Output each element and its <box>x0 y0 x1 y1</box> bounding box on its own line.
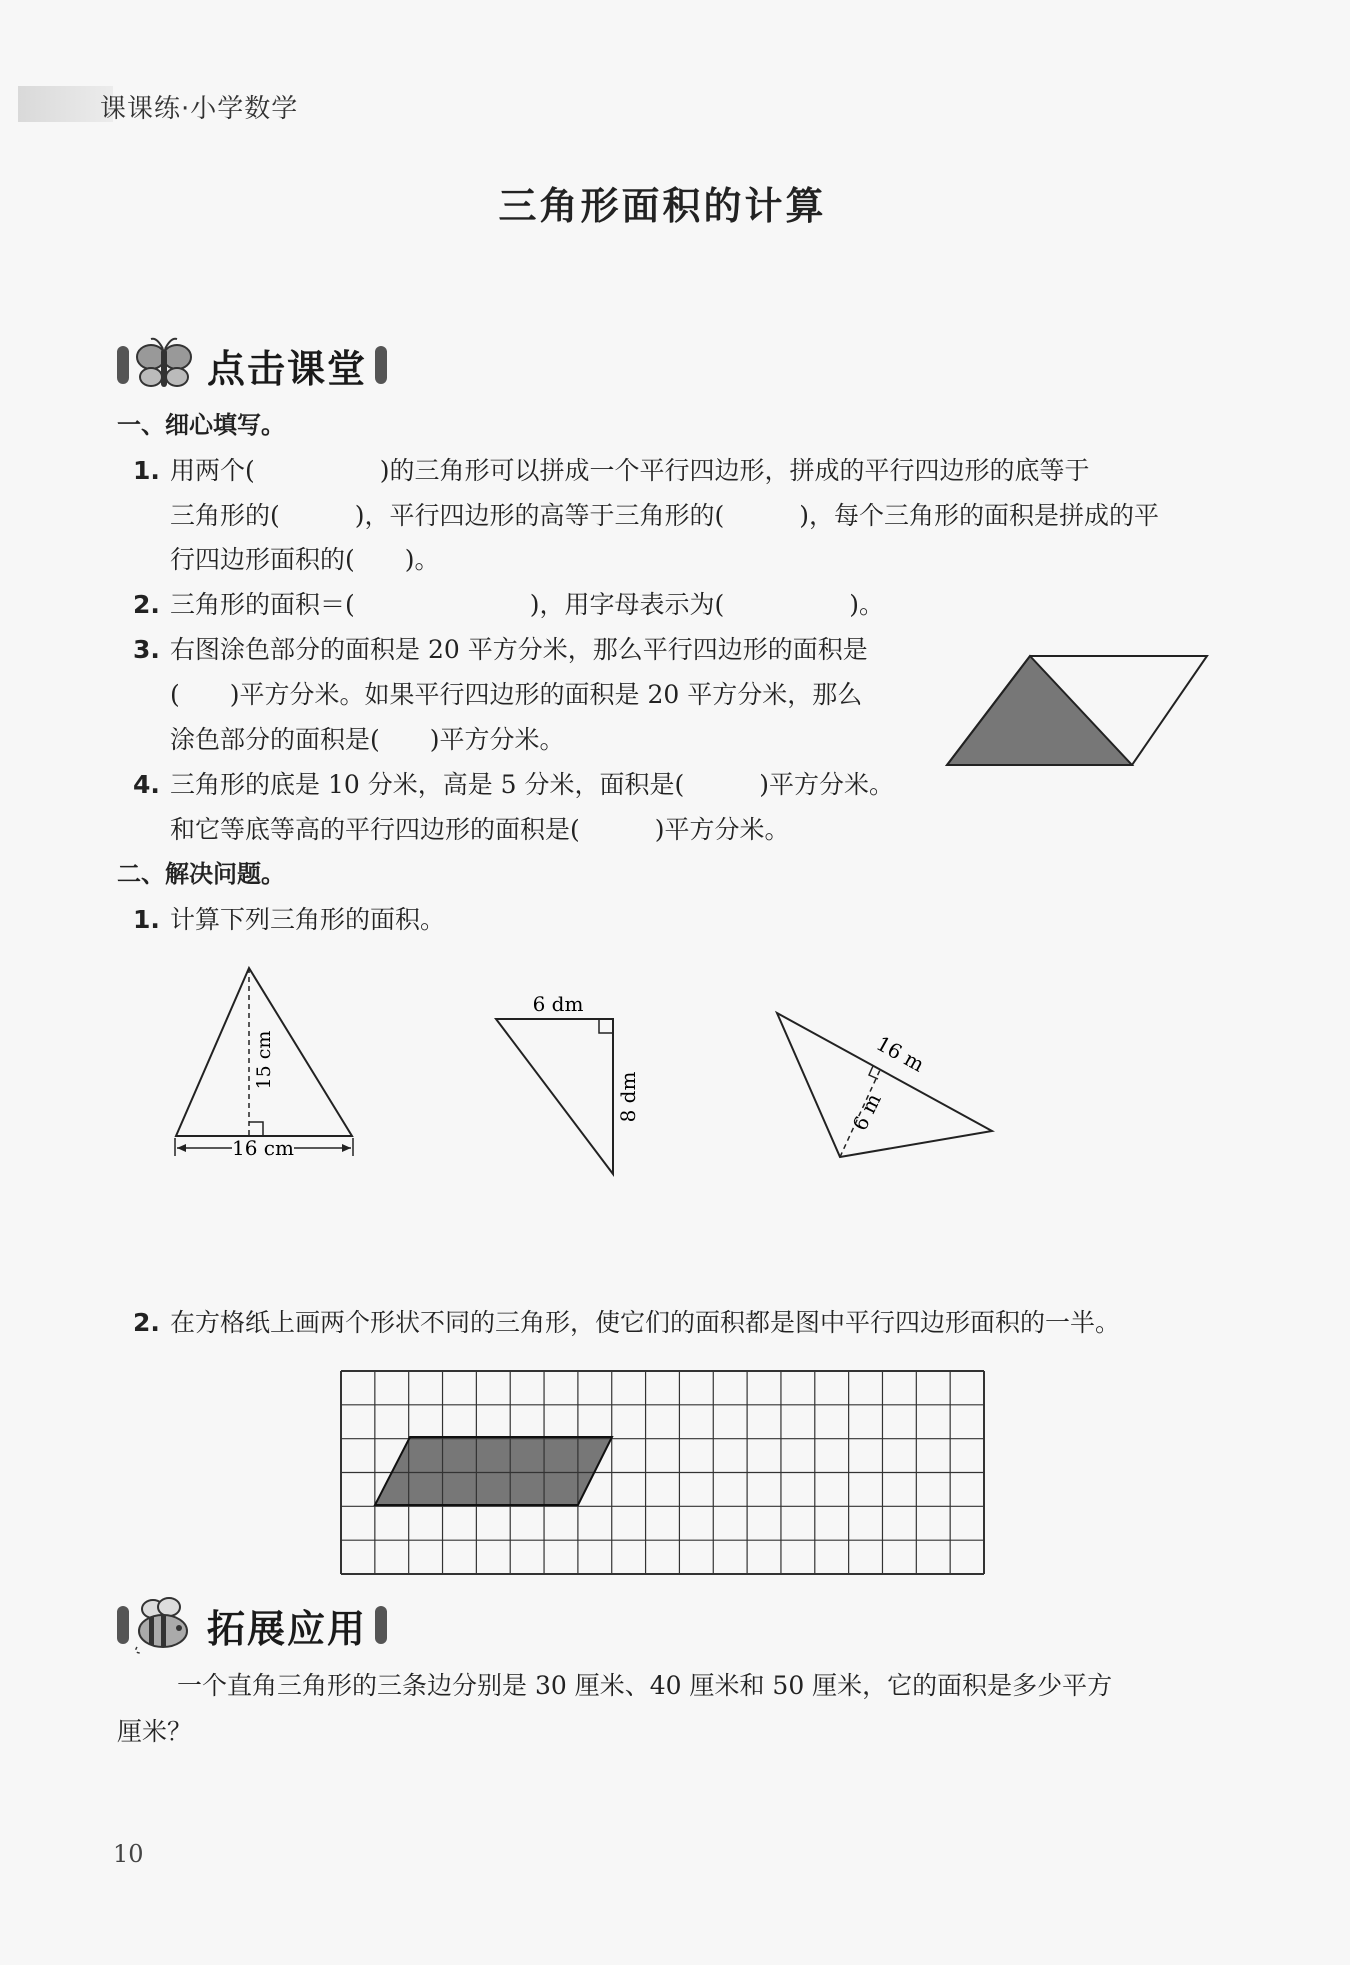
p1-number: 1. <box>133 905 160 934</box>
q1-line2: 三角形的( )，平行四边形的高等于三角形的( )，每个三角形的面积是拼成的平 <box>170 501 1160 530</box>
q1-line3: 行四边形面积的( )。 <box>170 545 440 574</box>
page-number: 10 <box>113 1840 144 1868</box>
parallelogram-figure <box>945 650 1215 770</box>
triangle-2 <box>496 1019 613 1174</box>
part2-heading: 二、解决问题。 <box>117 860 285 888</box>
banner-title: 拓展应用 <box>207 1606 368 1651</box>
grid-parallelogram <box>375 1437 612 1505</box>
q3-line2: ( )平方分米。如果平行四边形的面积是 20 平方分米，那么 <box>170 680 863 709</box>
q4-line1: 三角形的底是 10 分米，高是 5 分米，面积是( )平方分米。 <box>170 770 895 799</box>
triangle-2-top-label: 6 dm <box>532 992 584 1016</box>
bee-icon <box>129 1595 199 1655</box>
extension-line2: 厘米？ <box>117 1717 193 1746</box>
extension-line1: 一个直角三角形的三条边分别是 30 厘米、40 厘米和 50 厘米，它的面积是多少平方 <box>177 1671 1113 1700</box>
banner-right-bracket <box>375 1606 387 1644</box>
butterfly-icon <box>129 335 199 395</box>
triangle-3-side-label: 16 m <box>872 1031 929 1077</box>
banner-left-bracket <box>117 346 129 384</box>
p2-text: 在方格纸上画两个形状不同的三角形，使它们的面积都是图中平行四边形面积的一半。 <box>170 1308 1121 1337</box>
triangle-3-height-label: 6 m <box>847 1089 886 1135</box>
section-banner-extension <box>117 1600 387 1650</box>
header-band <box>18 86 113 122</box>
right-angle-mark-2 <box>599 1019 613 1033</box>
banner-left-bracket <box>117 1606 129 1644</box>
q2-number: 2. <box>133 590 160 619</box>
q3-line1: 右图涂色部分的面积是 20 平方分米，那么平行四边形的面积是 <box>170 635 868 664</box>
triangle-2-side-label: 8 dm <box>616 1071 640 1123</box>
q3-number: 3. <box>133 635 160 664</box>
shaded-triangle <box>947 656 1132 765</box>
q1-line1: 用两个( )的三角形可以拼成一个平行四边形，拼成的平行四边形的底等于 <box>170 456 1090 485</box>
section-banner-click-class <box>117 340 387 390</box>
triangle-1-base-label: 16 cm <box>232 1136 294 1160</box>
p2-number: 2. <box>133 1308 160 1337</box>
grid-paper <box>340 1370 985 1578</box>
banner-right-bracket <box>375 346 387 384</box>
q2-text: 三角形的面积＝( )，用字母表示为( )。 <box>170 590 885 619</box>
q3-line3: 涂色部分的面积是( )平方分米。 <box>170 725 565 754</box>
q1-number: 1. <box>133 456 160 485</box>
triangle-figures <box>160 960 1020 1190</box>
page-title: 三角形面积的计算 <box>498 184 827 228</box>
banner-title: 点击课堂 <box>207 346 368 391</box>
triangle-1-height-label: 15 cm <box>253 1030 275 1090</box>
p1-text: 计算下列三角形的面积。 <box>170 905 446 934</box>
q4-line2: 和它等底等高的平行四边形的面积是( )平方分米。 <box>170 815 790 844</box>
grid-lines <box>341 1371 984 1574</box>
book-title: 课课练·小学数学 <box>100 94 299 124</box>
right-angle-mark-1 <box>249 1122 263 1136</box>
part1-heading: 一、细心填写。 <box>117 411 285 439</box>
q4-number: 4. <box>133 770 160 799</box>
